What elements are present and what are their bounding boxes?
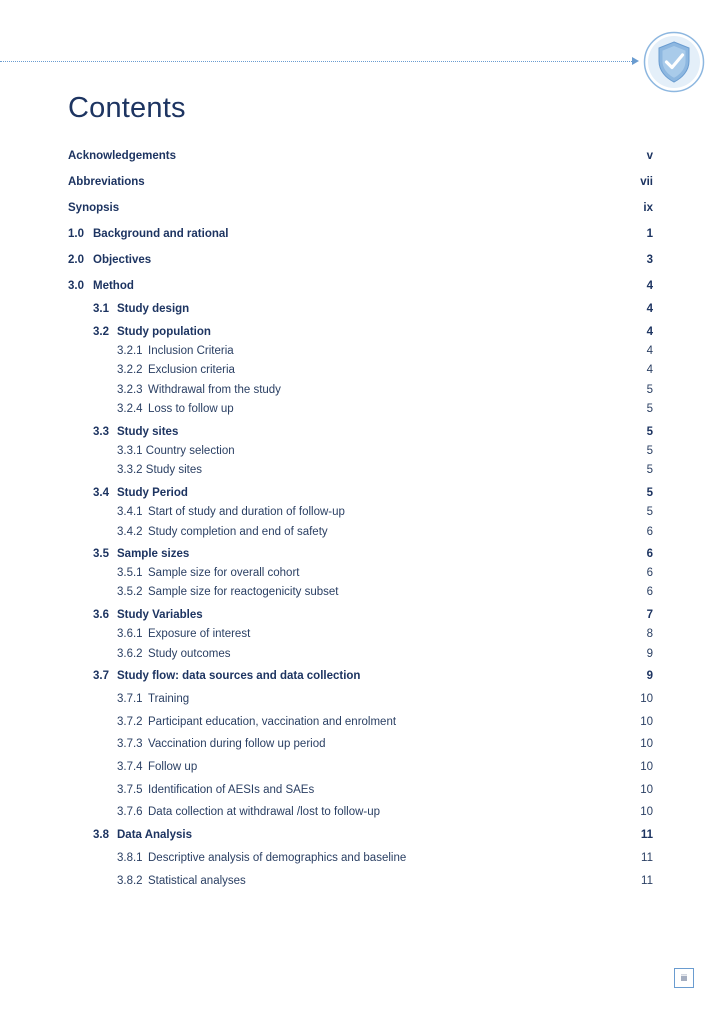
toc-entry-page: v (646, 150, 653, 162)
toc-entry-label: Study sites (117, 426, 179, 438)
toc-entry-number: 3.7.5 (117, 784, 143, 796)
toc-entry[interactable] (0, 503, 724, 521)
toc-entry[interactable] (0, 423, 724, 441)
toc-entry-label: Data collection at withdrawal /lost to follow-up (148, 806, 381, 818)
toc-entry-number: 3.4.2 (117, 526, 143, 538)
toc-entry[interactable] (0, 645, 724, 663)
toc-entry-page: 4 (646, 303, 653, 315)
toc-entry[interactable] (0, 826, 724, 844)
toc-entry-label: Study Period (117, 487, 188, 499)
toc-entry[interactable] (0, 690, 724, 708)
toc-entry-label: Objectives (93, 254, 152, 266)
toc-entry[interactable] (0, 323, 724, 341)
toc-entry-number: 3.2.2 (117, 364, 143, 376)
toc-entry-number: 3.8.2 (117, 875, 143, 887)
toc-entry-page: 5 (646, 464, 653, 476)
toc-entry[interactable] (0, 713, 724, 731)
toc-entry-label: Follow up (148, 761, 198, 773)
toc-entry-label: Participant education, vaccination and enrolment (148, 716, 397, 728)
toc-entry[interactable] (0, 442, 724, 460)
toc-entry[interactable] (0, 583, 724, 601)
toc-entry-number: 3.6.2 (117, 648, 143, 660)
toc-entry-label: Start of study and duration of follow-up (148, 506, 345, 518)
toc-entry-page: 1 (646, 228, 653, 240)
toc-entry-number: 3.5.1 (117, 567, 143, 579)
toc-entry[interactable] (0, 361, 724, 379)
toc-entry-page: 5 (646, 445, 653, 457)
toc-entry-page: 6 (646, 526, 653, 538)
toc-entry-number: 3.6.1 (117, 628, 143, 640)
toc-entry[interactable] (0, 173, 724, 191)
toc-entry-label: Sample size for reactogenicity subset (148, 586, 339, 598)
toc-entry[interactable] (0, 564, 724, 582)
toc-entry-label: Study Variables (117, 609, 203, 621)
toc-entry-number: 3.2.4 (117, 403, 143, 415)
page-title: Contents (68, 92, 186, 124)
toc-entry-page: 5 (646, 384, 653, 396)
toc-entry-page: 10 (640, 716, 653, 728)
toc-entry[interactable] (0, 872, 724, 890)
page-number: iii (674, 968, 694, 988)
toc-entry-label: Sample size for overall cohort (148, 567, 300, 579)
toc-entry-label: Acknowledgements (68, 150, 176, 162)
toc-entry-page: 5 (646, 426, 653, 438)
toc-entry[interactable] (0, 147, 724, 165)
toc-entry-number: 3.8.1 (117, 852, 143, 864)
toc-entry-label: Vaccination during follow up period (148, 738, 326, 750)
toc-entry-page: 11 (641, 852, 653, 864)
toc-entry[interactable] (0, 199, 724, 217)
toc-entry-label: Method (93, 280, 134, 292)
toc-entry-number: 3.2 (93, 326, 109, 338)
toc-entry-label: Training (148, 693, 190, 705)
toc-entry[interactable] (0, 461, 724, 479)
toc-entry-label: Withdrawal from the study (148, 384, 281, 396)
toc-entry-label: Study completion and end of safety (148, 526, 328, 538)
toc-entry-number: 3.3 (93, 426, 109, 438)
toc-entry-page: 4 (646, 280, 653, 292)
toc-entry-page: 11 (641, 875, 653, 887)
toc-entry-number: 3.5.2 (117, 586, 143, 598)
toc-entry[interactable] (0, 606, 724, 624)
toc-entry-number: 3.7.4 (117, 761, 143, 773)
toc-entry[interactable] (0, 758, 724, 776)
toc-entry-number: 3.7.2 (117, 716, 143, 728)
toc-entry[interactable] (0, 735, 724, 753)
toc-entry-number: 1.0 (68, 228, 84, 240)
toc-entry-page: 5 (646, 506, 653, 518)
toc-entry-number: 3.6 (93, 609, 109, 621)
toc-entry-number: 2.0 (68, 254, 84, 266)
toc-entry-number: 3.7 (93, 670, 109, 682)
toc-entry-page: 10 (640, 784, 653, 796)
toc-entry-page: 10 (640, 693, 653, 705)
toc-entry[interactable] (0, 400, 724, 418)
toc-entry[interactable] (0, 342, 724, 360)
toc-entry-label: Exposure of interest (148, 628, 251, 640)
toc-entry-label: Study outcomes (148, 648, 231, 660)
toc-entry-page: ix (643, 202, 653, 214)
toc-entry-label: Inclusion Criteria (148, 345, 234, 357)
toc-entry-number: 3.4 (93, 487, 109, 499)
toc-entry-page: 4 (646, 364, 653, 376)
toc-entry-page: 8 (646, 628, 653, 640)
toc-entry-label: Background and rational (93, 228, 229, 240)
toc-entry-label: Study flow: data sources and data collection (117, 670, 361, 682)
toc-entry[interactable] (0, 484, 724, 502)
toc-entry[interactable] (0, 381, 724, 399)
toc-entry-label: Descriptive analysis of demographics and baseline (148, 852, 407, 864)
toc-entry-number: 3.2.1 (117, 345, 143, 357)
toc-entry-number: 3.7.6 (117, 806, 143, 818)
toc-entry-page: 11 (640, 829, 653, 841)
toc-entry-number: 3.7.3 (117, 738, 143, 750)
toc-entry-number: 3.2.3 (117, 384, 143, 396)
toc-entry-label: Statistical analyses (148, 875, 246, 887)
toc-entry-label: 3.3.2 Study sites (117, 464, 203, 476)
toc-entry-label: Abbreviations (68, 176, 145, 188)
toc-entry[interactable] (0, 803, 724, 821)
toc-entry-number: 3.1 (93, 303, 109, 315)
toc-entry-number: 3.4.1 (117, 506, 143, 518)
toc-entry[interactable] (0, 277, 724, 295)
toc-entry[interactable] (0, 781, 724, 799)
toc-entry-label: Data Analysis (117, 829, 192, 841)
toc-entry-page: 5 (646, 403, 653, 415)
toc-entry-page: 9 (646, 648, 653, 660)
toc-entry[interactable] (0, 225, 724, 243)
toc-entry-page: 10 (640, 738, 653, 750)
toc-entry-page: 5 (646, 487, 653, 499)
toc-entry-page: 10 (640, 761, 653, 773)
toc-entry[interactable] (0, 667, 724, 685)
toc-entry-page: 4 (646, 326, 653, 338)
toc-entry[interactable] (0, 523, 724, 541)
toc-entry[interactable] (0, 251, 724, 269)
toc-entry-label: Loss to follow up (148, 403, 234, 415)
toc-entry-label: 3.3.1 Country selection (117, 445, 235, 457)
toc-entry-page: 10 (640, 806, 653, 818)
toc-entry[interactable] (0, 849, 724, 867)
toc-entry-page: 4 (646, 345, 653, 357)
toc-entry[interactable] (0, 625, 724, 643)
toc-entry-page: 7 (646, 609, 653, 621)
toc-entry-label: Exclusion criteria (148, 364, 235, 376)
toc-entry[interactable] (0, 545, 724, 563)
toc-entry-number: 3.7.1 (117, 693, 143, 705)
toc-entry-page: 6 (646, 586, 653, 598)
toc-entry-number: 3.5 (93, 548, 109, 560)
toc-entry-label: Sample sizes (117, 548, 190, 560)
toc-entry-label: Study design (117, 303, 190, 315)
toc-entry-label: Study population (117, 326, 211, 338)
toc-entry-number: 3.8 (93, 829, 109, 841)
toc-entry-page: 6 (646, 567, 653, 579)
toc-entry-page: 3 (646, 254, 653, 266)
toc-entry-page: 6 (646, 548, 653, 560)
toc-entry-label: Synopsis (68, 202, 120, 214)
toc-entry-number: 3.0 (68, 280, 84, 292)
toc-entry-page: vii (640, 176, 653, 188)
toc-entry[interactable] (0, 300, 724, 318)
toc-entry-page: 9 (646, 670, 653, 682)
toc-entry-label: Identification of AESIs and SAEs (148, 784, 315, 796)
